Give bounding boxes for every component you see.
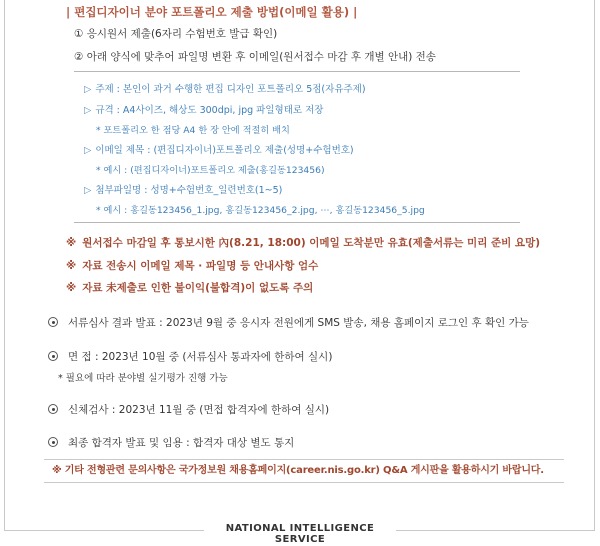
reference-mark-icon: ※: [66, 237, 77, 249]
spec-note: * 포트폴리오 한 점당 A4 한 장 안에 적절히 배치: [96, 125, 290, 136]
circle-bullet-icon: [48, 437, 58, 447]
spec-line: [84, 85, 366, 95]
schedule-text: 최종 합격자 발표 및 임용 : 합격자 대상 별도 통지: [68, 437, 295, 449]
schedule-text: 면 접 : 2023년 10월 중 (서류심사 통과자에 한하여 실시): [68, 351, 333, 363]
frame-left-line: [4, 0, 5, 530]
triangle-bullet-icon: ▷: [84, 84, 92, 95]
interview-note: * 필요에 따라 분야별 실기평가 진행 가능: [58, 373, 228, 384]
schedule-item: [48, 404, 329, 416]
spec-text: 이메일 제목 : (편집디자이너)포트폴리오 제출(성명+수험번호): [95, 145, 354, 156]
warning-text: 자료 未제출로 인한 불이익(불합격)이 없도록 주의: [82, 282, 314, 294]
schedule-item: [48, 351, 332, 363]
spec-line: [84, 186, 282, 196]
spec-note: * 예시 : 홍길동123456_1.jpg, 홍길동123456_2.jpg, ⋯, 홍길동123456_5.jpg: [96, 205, 425, 216]
schedule-text: 서류심사 결과 발표 : 2023년 9월 중 응시자 전원에게 SMS 발송, 채용 홈페이지 로그인 후 확인 가능: [68, 317, 529, 329]
warning-text: 자료 전송시 이메일 제목 · 파일명 등 안내사항 엄수: [82, 260, 319, 272]
warning-line: [66, 283, 313, 294]
circle-bullet-icon: [48, 317, 58, 327]
spec-line: [84, 106, 323, 116]
reference-mark-icon: ※: [66, 260, 77, 272]
frame-bottom-line: [4, 530, 204, 531]
spec-text: 주제 : 본인이 과거 수행한 편집 디자인 포트폴리오 5점(자유주제): [95, 84, 366, 95]
step-item: ② 아래 양식에 맞추어 파일명 변환 후 이메일(원서접수 마감 후 개별 안내) 전송: [74, 51, 436, 63]
reference-mark-icon: ※: [66, 282, 77, 294]
spec-note: * 예시 : (편집디자이너)포트폴리오 제출(홍길동123456): [96, 165, 325, 176]
warning-line: [66, 261, 318, 272]
spec-line: [84, 146, 354, 156]
spec-text: 규격 : A4사이즈, 해상도 300dpi, jpg 파일형태로 저장: [95, 105, 324, 116]
frame-bottom-line: [396, 530, 595, 531]
frame-right-line: [594, 0, 595, 530]
divider: [74, 222, 520, 223]
schedule-item: [48, 437, 294, 449]
schedule-item: [48, 317, 529, 329]
divider: [74, 71, 520, 72]
warning-text: 원서접수 마감일 후 통보시한 內(8.21, 18:00) 이메일 도착분만 유효(제출서류는 미리 준비 요망): [82, 237, 541, 249]
triangle-bullet-icon: ▷: [84, 185, 92, 196]
footer-org-name: NATIONAL INTELLIGENCE SERVICE: [225, 523, 375, 545]
triangle-bullet-icon: ▷: [84, 105, 92, 116]
circle-bullet-icon: [48, 351, 58, 361]
schedule-text: 신체검사 : 2023년 11월 중 (면접 합격자에 한하여 실시): [68, 404, 330, 416]
circle-bullet-icon: [48, 404, 58, 414]
step-item: ① 응시원서 제출(6자리 수험번호 발급 확인): [74, 28, 278, 40]
spec-text: 첨부파일명 : 성명+수험번호_일련번호(1~5): [95, 185, 283, 196]
section-title: | 편집디자이너 분야 포트폴리오 제출 방법(이메일 활용) |: [66, 5, 358, 19]
warning-line: [66, 238, 540, 249]
triangle-bullet-icon: ▷: [84, 145, 92, 156]
contact-notice: ※ 기타 전형관련 문의사항은 국가정보원 채용홈페이지(career.nis.go.kr) Q&A 게시판을 활용하시기 바랍니다.: [52, 465, 544, 476]
